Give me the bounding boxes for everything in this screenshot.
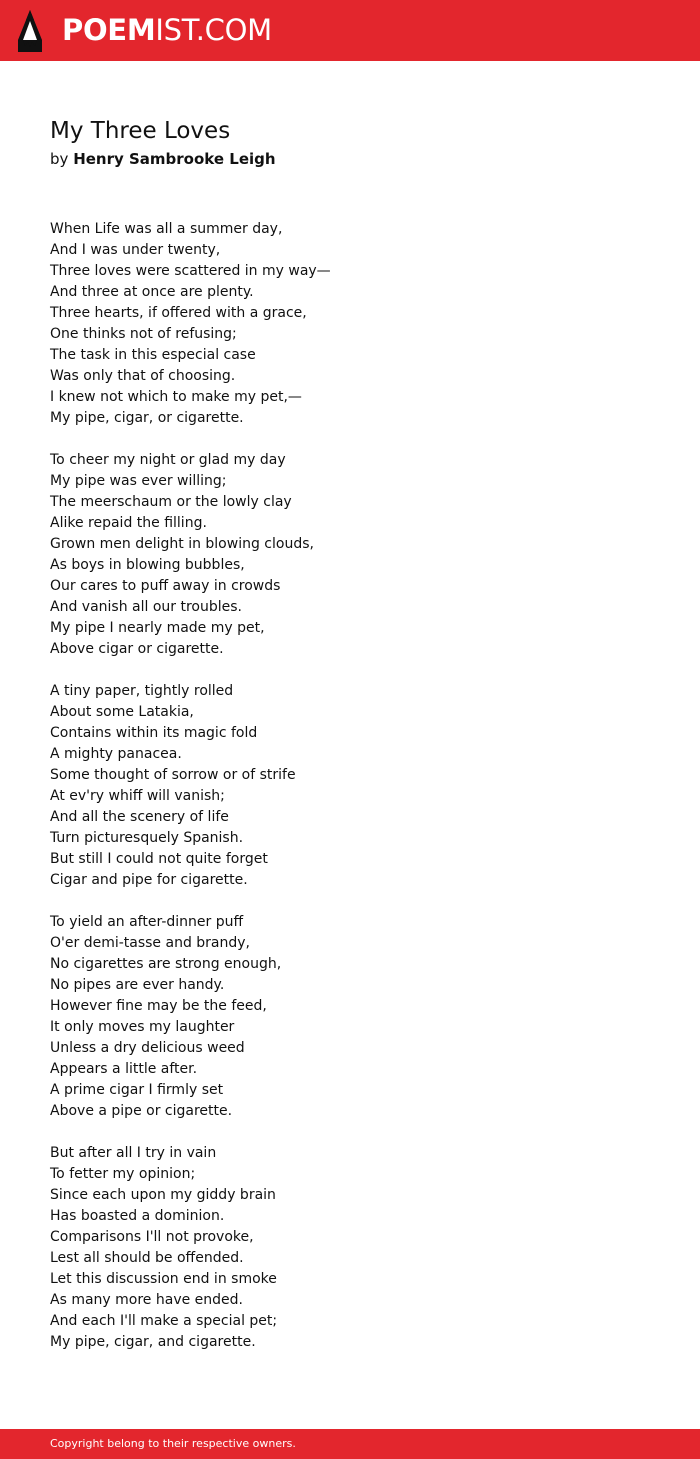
logo-bold-text: POEM xyxy=(62,13,156,47)
copyright-text: Copyright belong to their respective owners. xyxy=(50,1437,296,1450)
poem-line: My pipe I nearly made my pet, xyxy=(50,620,265,636)
site-logo-text xyxy=(62,13,272,47)
poem-line: Contains within its magic fold xyxy=(50,725,258,741)
poem-line: Our cares to puff away in crowds xyxy=(50,578,281,594)
poem-line: My pipe was ever willing; xyxy=(50,473,227,489)
poem-body xyxy=(50,219,650,1374)
poem-line: No pipes are ever handy. xyxy=(50,977,225,993)
poem-line: But still I could not quite forget xyxy=(50,851,268,867)
poem-line: Since each upon my giddy brain xyxy=(50,1187,276,1203)
poem-line: And each I'll make a special pet; xyxy=(50,1313,278,1329)
poem-line: And three at once are plenty. xyxy=(50,284,254,300)
poem-line: Was only that of choosing. xyxy=(50,368,236,384)
poem-line: One thinks not of refusing; xyxy=(50,326,237,342)
poem-line: As many more have ended. xyxy=(50,1292,243,1308)
pencil-tip-icon xyxy=(18,10,42,52)
poem-line: O'er demi-tasse and brandy, xyxy=(50,935,250,951)
poem-line: To fetter my opinion; xyxy=(50,1166,196,1182)
by-label: by xyxy=(50,150,69,168)
poem-line: Has boasted a dominion. xyxy=(50,1208,225,1224)
poem-stanza xyxy=(50,1143,650,1353)
poem-author: Henry Sambrooke Leigh xyxy=(73,150,276,168)
poem-line: A mighty panacea. xyxy=(50,746,182,762)
poem-line: And all the scenery of life xyxy=(50,809,229,825)
poem-line: At ev'ry whiff will vanish; xyxy=(50,788,225,804)
poem-line: Above a pipe or cigarette. xyxy=(50,1103,233,1119)
poem-line: To yield an after-dinner puff xyxy=(50,914,244,930)
poem-line: Three hearts, if offered with a grace, xyxy=(50,305,307,321)
poem-line: Unless a dry delicious weed xyxy=(50,1040,245,1056)
poem-line: Alike repaid the filling. xyxy=(50,515,207,531)
poem-line: Comparisons I'll not provoke, xyxy=(50,1229,254,1245)
poem-line: The meerschaum or the lowly clay xyxy=(50,494,292,510)
poem-line: Cigar and pipe for cigarette. xyxy=(50,872,248,888)
poem-stanza xyxy=(50,219,650,429)
poem-line: Three loves were scattered in my way— xyxy=(50,263,331,279)
poem-line: As boys in blowing bubbles, xyxy=(50,557,245,573)
poem-line: And I was under twenty, xyxy=(50,242,221,258)
poem-line: My pipe, cigar, or cigarette. xyxy=(50,410,244,426)
poem-line: The task in this especial case xyxy=(50,347,256,363)
poem-stanza xyxy=(50,912,650,1122)
poem-line: Above cigar or cigarette. xyxy=(50,641,224,657)
poem-line: Turn picturesquely Spanish. xyxy=(50,830,244,846)
poem-line: My pipe, cigar, and cigarette. xyxy=(50,1334,256,1350)
poem-line: I knew not which to make my pet,— xyxy=(50,389,302,405)
poem-line: A tiny paper, tightly rolled xyxy=(50,683,234,699)
poem-line: It only moves my laughter xyxy=(50,1019,235,1035)
poem-line: Some thought of sorrow or of strife xyxy=(50,767,296,783)
poem-line: When Life was all a summer day, xyxy=(50,221,283,237)
poem-line: And vanish all our troubles. xyxy=(50,599,242,615)
poem-line: However fine may be the feed, xyxy=(50,998,267,1014)
poem-line: A prime cigar I firmly set xyxy=(50,1082,224,1098)
poem-stanza xyxy=(50,681,650,891)
poem-byline xyxy=(50,148,276,170)
site-footer xyxy=(0,1429,700,1459)
poem-title: My Three Loves xyxy=(50,118,231,144)
poem-stanza xyxy=(50,450,650,660)
poem-line: No cigarettes are strong enough, xyxy=(50,956,282,972)
poem-line: But after all I try in vain xyxy=(50,1145,217,1161)
poem-line: About some Latakia, xyxy=(50,704,194,720)
poem-line: Lest all should be offended. xyxy=(50,1250,244,1266)
poem-line: To cheer my night or glad my day xyxy=(50,452,286,468)
poem-line: Grown men delight in blowing clouds, xyxy=(50,536,314,552)
logo-light-text: IST.COM xyxy=(155,13,272,47)
poem-line: Let this discussion end in smoke xyxy=(50,1271,277,1287)
poem-line: Appears a little after. xyxy=(50,1061,198,1077)
site-header xyxy=(0,0,700,61)
